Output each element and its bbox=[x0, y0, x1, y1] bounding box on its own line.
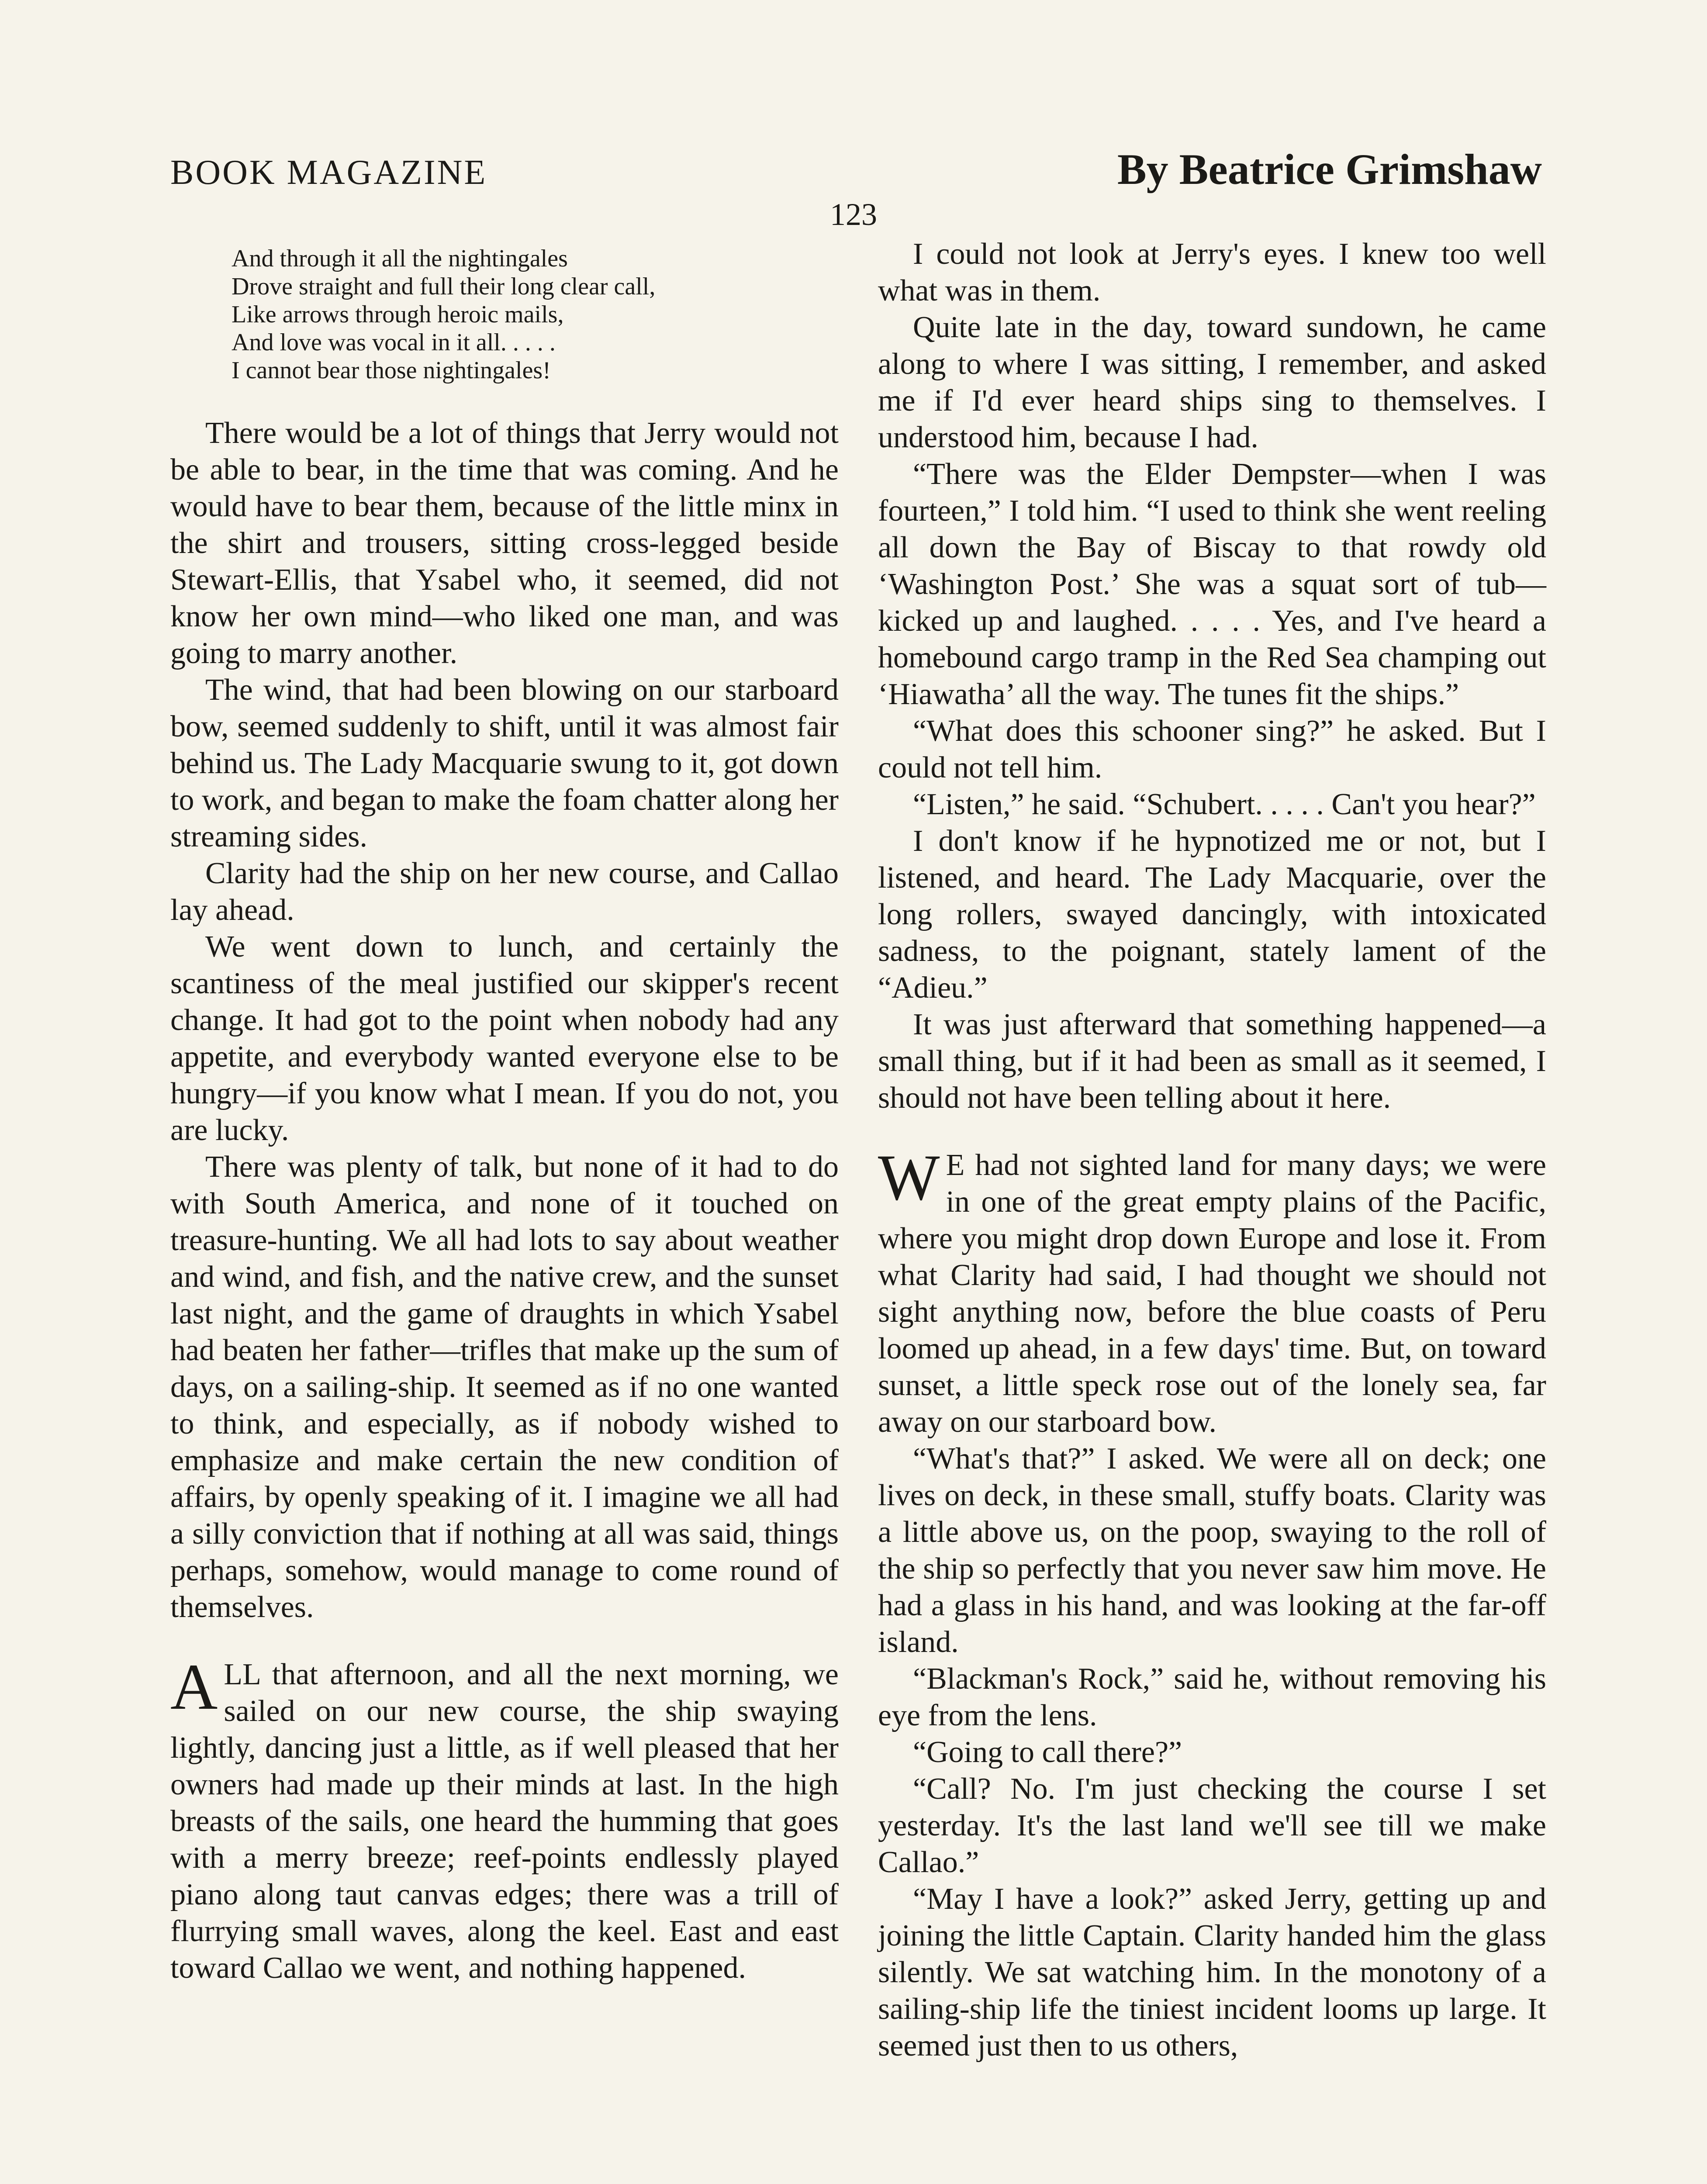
poem-line: Drove straight and full their long clear call, bbox=[232, 273, 656, 300]
paragraph: “Going to call there?” bbox=[913, 1735, 1182, 1769]
paragraph: Quite late in the day, toward sundown, he came along to where I was sitting, I remember, and asked me if I'd ever heard ships sing to themselves. I understood him, because I had. bbox=[878, 311, 1546, 454]
paragraph: There would be a lot of things that Jerry would not be able to bear, in the time that was coming. And he would have to bear them, because of the little minx in the shirt and trousers, sitting cross-legged beside Stewart-Ellis, that Ysabel who, it seemed, did not know her own mind—who liked one man, and was going to marry another. bbox=[170, 416, 839, 670]
paragraph: “Call? No. I'm just checking the course I set yesterday. It's the last land we'll see till we make Callao.” bbox=[878, 1772, 1546, 1879]
paragraph: We went down to lunch, and certainly the scantiness of the meal justified our skipper's recent change. It had got to the point when nobody had any appetite, and everybody wanted everyone else to be hungry—if you know what I mean. If you do not, you are lucky. bbox=[170, 930, 839, 1147]
paragraph: “Blackman's Rock,” said he, without removing his eye from the lens. bbox=[878, 1662, 1546, 1732]
poem-line: I cannot bear those nightingales! bbox=[232, 357, 551, 384]
author-byline: By Beatrice Grimshaw bbox=[1117, 145, 1542, 194]
left-column bbox=[170, 236, 839, 1987]
paragraph: “What does this schooner sing?” he asked. But I could not tell him. bbox=[878, 714, 1546, 784]
drop-cap: A bbox=[170, 1651, 218, 1723]
paragraph: “Listen,” he said. “Schubert. . . . . Can't you hear?” bbox=[913, 788, 1536, 821]
section-text: E had not sighted land for many days; we were in one of the great empty plains of the Pacific, where you might drop down Europe and lose it. From what Clarity had said, I had thought we should not sight anything now, before the blue coasts of Peru loomed up ahead, in a few days' time. But, on toward sunset, a little speck rose out of the lonely sea, far away on our starboard bow. bbox=[878, 1148, 1546, 1439]
poem-line: Like arrows through heroic mails, bbox=[232, 301, 564, 328]
paragraph: “May I have a look?” asked Jerry, getting up and joining the little Captain. Clarity handed him the glass silently. We sat watching him. In the monotony of a sailing-ship life the tiniest incident looms up large. It seemed just then to us others, bbox=[878, 1882, 1546, 2063]
page-number: 123 bbox=[830, 197, 877, 232]
drop-cap: W bbox=[878, 1141, 940, 1214]
poem-line: And through it all the nightingales bbox=[232, 245, 568, 272]
paragraph: “What's that?” I asked. We were all on deck; one lives on deck, in these small, stuffy boats. Clarity was a little above us, on the poop, swaying to the roll of the ship so perfectly that you never saw him move. He had a glass in his hand, and was looking at the far-off island. bbox=[878, 1442, 1546, 1659]
section-paragraph bbox=[878, 1141, 1546, 1441]
poem bbox=[232, 245, 839, 384]
paragraph: I could not look at Jerry's eyes. I knew too well what was in them. bbox=[878, 237, 1546, 308]
paragraph: It was just afterward that something happened—a small thing, but if it had been as small as it seemed, I should not have been telling about it here. bbox=[878, 1008, 1546, 1115]
paragraph: “There was the Elder Dempster—when I was fourteen,” I told him. “I used to think she went reeling all down the Bay of Biscay to that rowdy old ‘Washington Post.’ She was a squat sort of tub—kicked up and laughed. . . . . Yes, and I've heard a homebound cargo tramp in the Red Sea champing out ‘Hiawatha’ all the way. The tunes fit the ships.” bbox=[878, 457, 1546, 711]
paragraph: The wind, that had been blowing on our starboard bow, seemed suddenly to shift, until it was almost fair behind us. The Lady Macquarie swung to it, got down to work, and began to make the foam chatter along her streaming sides. bbox=[170, 673, 839, 854]
paragraph: Clarity had the ship on her new course, and Callao lay ahead. bbox=[170, 857, 839, 927]
section-paragraph bbox=[170, 1651, 839, 1987]
paragraph: There was plenty of talk, but none of it had to do with South America, and none of it touched on treasure-hunting. We all had lots to say about weather and wind, and fish, and the native crew, and the sunset last night, and the game of draughts in which Ysabel had beaten her father—trifles that make up the sum of days, on a sailing-ship. It seemed as if no one wanted to think, and especially, as if nobody wished to emphasize and make certain the new condition of affairs, by openly speaking of it. I imagine we all had a silly conviction that if nothing at all was said, things perhaps, somehow, would manage to come round of themselves. bbox=[170, 1150, 839, 1624]
poem-line: And love was vocal in it all. . . . . bbox=[232, 329, 556, 356]
magazine-title: BOOK MAGAZINE bbox=[170, 153, 487, 192]
section-text: LL that afternoon, and all the next morning, we sailed on our new course, the ship swaying lightly, dancing just a little, as if well pleased that her owners had made up their minds at last. In the high breasts of the sails, one heard the humming that goes with a merry breeze; reef-points endlessly played piano along taut canvas edges; there was a trill of flurrying small waves, along the keel. East and east toward Callao we went, and nothing happened. bbox=[170, 1658, 839, 1985]
paragraph: I don't know if he hypnotized me or not, but I listened, and heard. The Lady Macquarie, over the long rollers, swayed dancingly, with intoxicated sadness, to the poignant, stately lament of the “Adieu.” bbox=[878, 824, 1546, 1005]
right-column bbox=[878, 236, 1546, 2064]
